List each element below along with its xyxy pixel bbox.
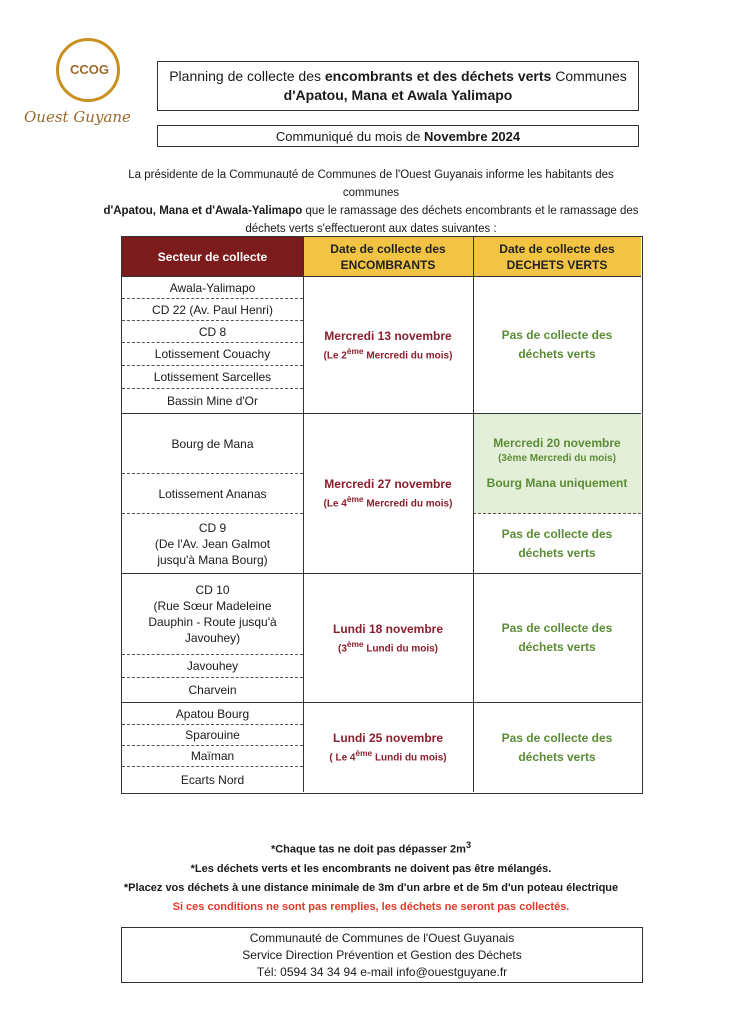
verts-group1-l2: déchets verts — [518, 347, 596, 361]
col-divider-1 — [303, 237, 304, 792]
footer-service: Service Direction Prévention et Gestion des Déchets — [242, 947, 522, 962]
verts-group2 — [473, 514, 641, 573]
header-verts-l1: Date de collecte des — [499, 241, 615, 256]
sector-maiman: Maïman — [122, 746, 303, 767]
verts-special — [473, 414, 641, 514]
col-divider-2 — [473, 237, 474, 792]
verts-group1-l1: Pas de collecte des — [501, 328, 613, 342]
cd9-l2: (De l'Av. Jean Galmot — [154, 536, 271, 551]
g2-post: Mercredi du mois) — [363, 498, 453, 510]
rule-warning: Si ces conditions ne sont pas remplies, les déchets ne seront pas collectés. — [172, 900, 570, 913]
collection-table — [121, 236, 643, 794]
g1-post: Mercredi du mois) — [363, 350, 453, 362]
rule-volume-sup: 3 — [465, 840, 472, 850]
logo-initials: CCOG — [70, 62, 109, 77]
title-communes: d'Apatou, Mana et Awala Yalimapo — [283, 87, 513, 103]
sector-javouhey: Javouhey — [122, 655, 303, 678]
cd10-l4: Javouhey) — [184, 631, 241, 645]
intro-paragraph — [100, 166, 642, 238]
date-group1 — [303, 277, 473, 413]
cd10-l3: Dauphin - Route jusqu'à — [148, 615, 277, 629]
contact-footer — [121, 927, 643, 983]
g3-post: Lundi du mois) — [363, 643, 438, 655]
g4-post: Lundi du mois) — [372, 752, 447, 764]
verts-group4-l1: Pas de collecte des — [501, 730, 613, 745]
verts-special-sub: (3ème Mercredi du mois) — [498, 453, 616, 464]
sector-ecarts-nord: Ecarts Nord — [180, 772, 245, 787]
title-pre: Planning de collecte des — [169, 68, 325, 84]
date-group3-main: Lundi 18 novembre — [332, 621, 444, 636]
header-verts-l2: DECHETS VERTS — [506, 257, 608, 272]
g1-sup: ème — [346, 345, 364, 356]
verts-group3 — [473, 574, 641, 702]
month-banner — [157, 125, 639, 147]
rule-distance: *Placez vos déchets à une distance minimale de 3m d'un arbre et de 5m d'un poteau électrique — [123, 881, 619, 894]
date-group4-main: Lundi 25 novembre — [332, 731, 444, 746]
intro-communes: d'Apatou, Mana et d'Awala-Yalimapo — [103, 205, 303, 217]
g2-sup: ème — [346, 494, 364, 505]
date-group3-sub — [338, 639, 438, 654]
verts-group3-l1: Pas de collecte des — [501, 621, 613, 635]
logo-name: Ouest Guyane — [24, 108, 131, 126]
sector-cd10 — [122, 574, 303, 655]
sector-cd8: CD 8 — [122, 321, 303, 343]
month-pre: Communiqué du mois de — [275, 128, 421, 144]
sector-ananas: Lotissement Ananas — [122, 474, 303, 514]
date-group2-sub — [324, 494, 453, 509]
rule-volume — [100, 836, 642, 860]
verts-group3-l2: déchets verts — [518, 640, 596, 654]
footer-org: Communauté de Communes de l'Ouest Guyanais — [249, 930, 515, 945]
sector-cd22: CD 22 (Av. Paul Henri) — [122, 299, 303, 321]
sector-couachy: Lotissement Couachy — [122, 343, 303, 366]
ccog-logo — [22, 34, 152, 130]
intro-line2: que le ramassage des déchets encombrants et le ramassage des — [302, 205, 639, 217]
g1-pre: (Le 2 — [323, 350, 347, 362]
date-group4-sub — [329, 748, 446, 763]
header-encombrants-l1: Date de collecte des — [330, 241, 446, 256]
date-group1-main: Mercredi 13 novembre — [324, 328, 452, 343]
cd9-l3: jusqu'à Mana Bourg) — [157, 552, 268, 567]
rule-no-mix: *Les déchets verts et les encombrants ne doivent pas être mélangés. — [190, 862, 552, 875]
title-post: Communes — [551, 68, 627, 84]
intro-line3: déchets verts s'effectueront aux dates suivantes : — [245, 223, 497, 235]
g3-pre: (3 — [337, 643, 347, 655]
sector-sparouine: Sparouine — [122, 725, 303, 746]
sector-bourg-mana: Bourg de Mana — [122, 414, 303, 474]
rule-volume-text: *Chaque tas ne doit pas dépasser 2m — [270, 843, 466, 856]
cd10-l2: (Rue Sœur Madeleine — [153, 599, 272, 613]
date-group4 — [303, 703, 473, 792]
verts-special-date: Mercredi 20 novembre — [493, 436, 621, 450]
sector-cd9 — [122, 514, 303, 573]
verts-group4-l2: déchets verts — [518, 749, 596, 764]
header-dechets-verts — [473, 237, 641, 276]
sector-charvein: Charvein — [188, 683, 237, 697]
date-group2-main: Mercredi 27 novembre — [324, 477, 452, 492]
g2-pre: (Le 4 — [323, 498, 347, 510]
sector-sarcelles: Lotissement Sarcelles — [122, 366, 303, 389]
verts-group2-l2: déchets verts — [518, 545, 596, 560]
collection-rules — [100, 836, 642, 917]
g4-pre: ( Le 4 — [329, 752, 356, 764]
date-group3 — [303, 574, 473, 702]
footer-contact: Tél: 0594 34 34 94 e-mail info@ouestguyane.fr — [256, 964, 508, 979]
title-bold: encombrants et des déchets verts — [324, 68, 552, 84]
page-title — [157, 61, 639, 111]
g4-sup: ème — [355, 748, 373, 759]
month-value: Novembre 2024 — [424, 128, 521, 144]
cd10-l1: CD 10 — [195, 583, 230, 597]
cd9-l1: CD 9 — [198, 520, 227, 535]
verts-special-note: Bourg Mana uniquement — [486, 476, 628, 490]
sector-mine-dor: Bassin Mine d'Or — [167, 394, 258, 408]
header-sector: Secteur de collecte — [122, 237, 303, 276]
header-encombrants — [303, 237, 473, 276]
verts-group4 — [473, 703, 641, 792]
header-encombrants-l2: ENCOMBRANTS — [340, 257, 436, 272]
verts-group1 — [473, 277, 641, 413]
sector-awala: Awala-Yalimapo — [122, 277, 303, 299]
sector-apatou: Apatou Bourg — [122, 703, 303, 725]
intro-line1: La présidente de la Communauté de Communes de l'Ouest Guyanais informe les habitants des communes — [128, 169, 614, 199]
date-group1-sub — [324, 346, 453, 361]
date-group2 — [303, 414, 473, 573]
verts-group2-l1: Pas de collecte des — [501, 526, 613, 541]
g3-sup: ème — [346, 638, 364, 649]
